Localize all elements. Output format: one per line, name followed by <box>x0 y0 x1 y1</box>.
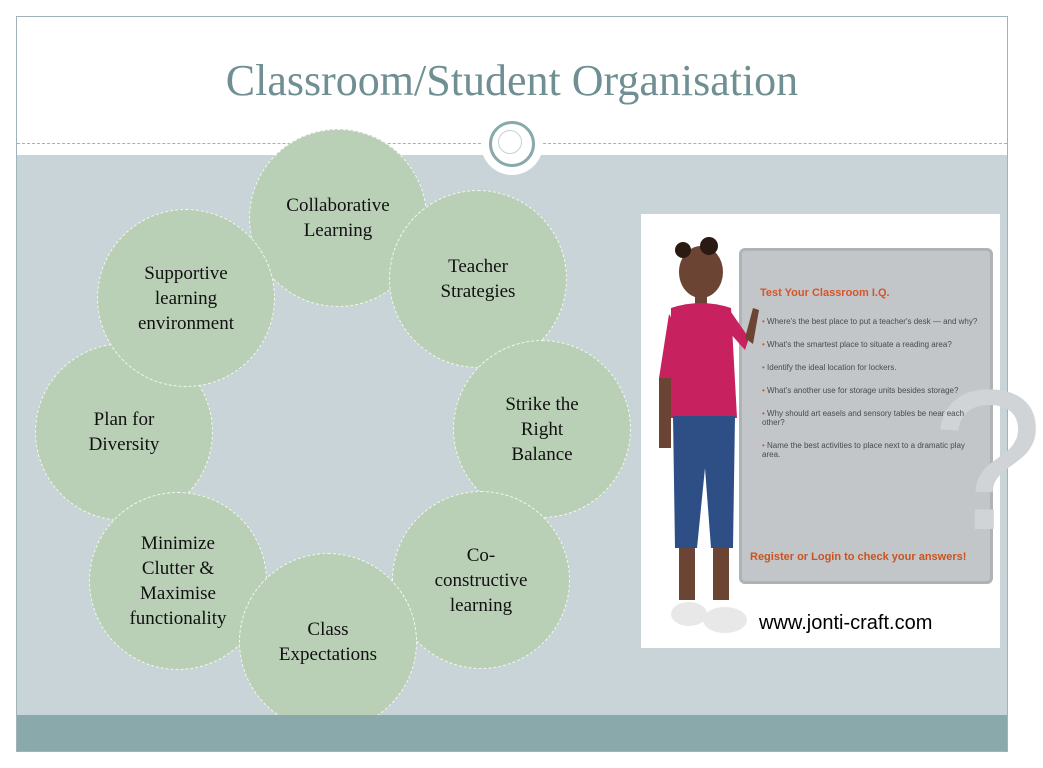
cycle-node-label: Plan for Diversity <box>88 409 160 455</box>
cycle-node-label: Collaborative Learning <box>286 195 390 241</box>
cycle-node-label: Co- constructive learning <box>434 544 528 616</box>
cycle-node-co-constructive-learning <box>392 491 570 669</box>
board-item: • What's another use for storage units besides storage? <box>762 386 982 395</box>
slide-frame <box>16 16 1043 752</box>
cycle-node-label: Strike the Right Balance <box>505 393 579 465</box>
board-item: • Why should art easels and sensory tables be near each other? <box>762 409 982 427</box>
board-item: • Identify the ideal location for lockers. <box>762 363 982 372</box>
cycle-node-supportive-environment <box>97 209 275 387</box>
board-item: • What's the smartest place to situate a reading area? <box>762 340 982 349</box>
cycle-node-class-expectations <box>239 553 417 731</box>
footer-bar <box>17 715 1007 751</box>
board-heading: Test Your Classroom I.Q. <box>760 287 890 299</box>
board-list <box>762 317 982 473</box>
ring-inner <box>498 130 522 154</box>
divider-ring-icon <box>489 121 535 167</box>
classroom-photo <box>641 214 1043 648</box>
image-credit: www.jonti-craft.com <box>759 612 933 634</box>
child-illustration <box>649 228 759 648</box>
board-item: • Name the best activities to place next to a dramatic play area. <box>762 441 982 459</box>
slide-title: Classroom/Student Organisation <box>225 56 799 105</box>
cycle-node-label: Teacher Strategies <box>440 256 516 302</box>
cycle-node-label: Supportive learning environment <box>137 262 235 334</box>
board-cta: Register or Login to check your answers! <box>750 551 967 563</box>
whiteboard <box>739 248 1043 584</box>
question-mark-watermark: ? <box>932 349 1043 572</box>
cycle-node-label: Minimize Clutter & Maximise functionality <box>129 533 227 629</box>
cycle-node-label: Class Expectations <box>278 619 378 665</box>
board-item: • Where's the best place to put a teacher's desk — and why? <box>762 317 982 326</box>
